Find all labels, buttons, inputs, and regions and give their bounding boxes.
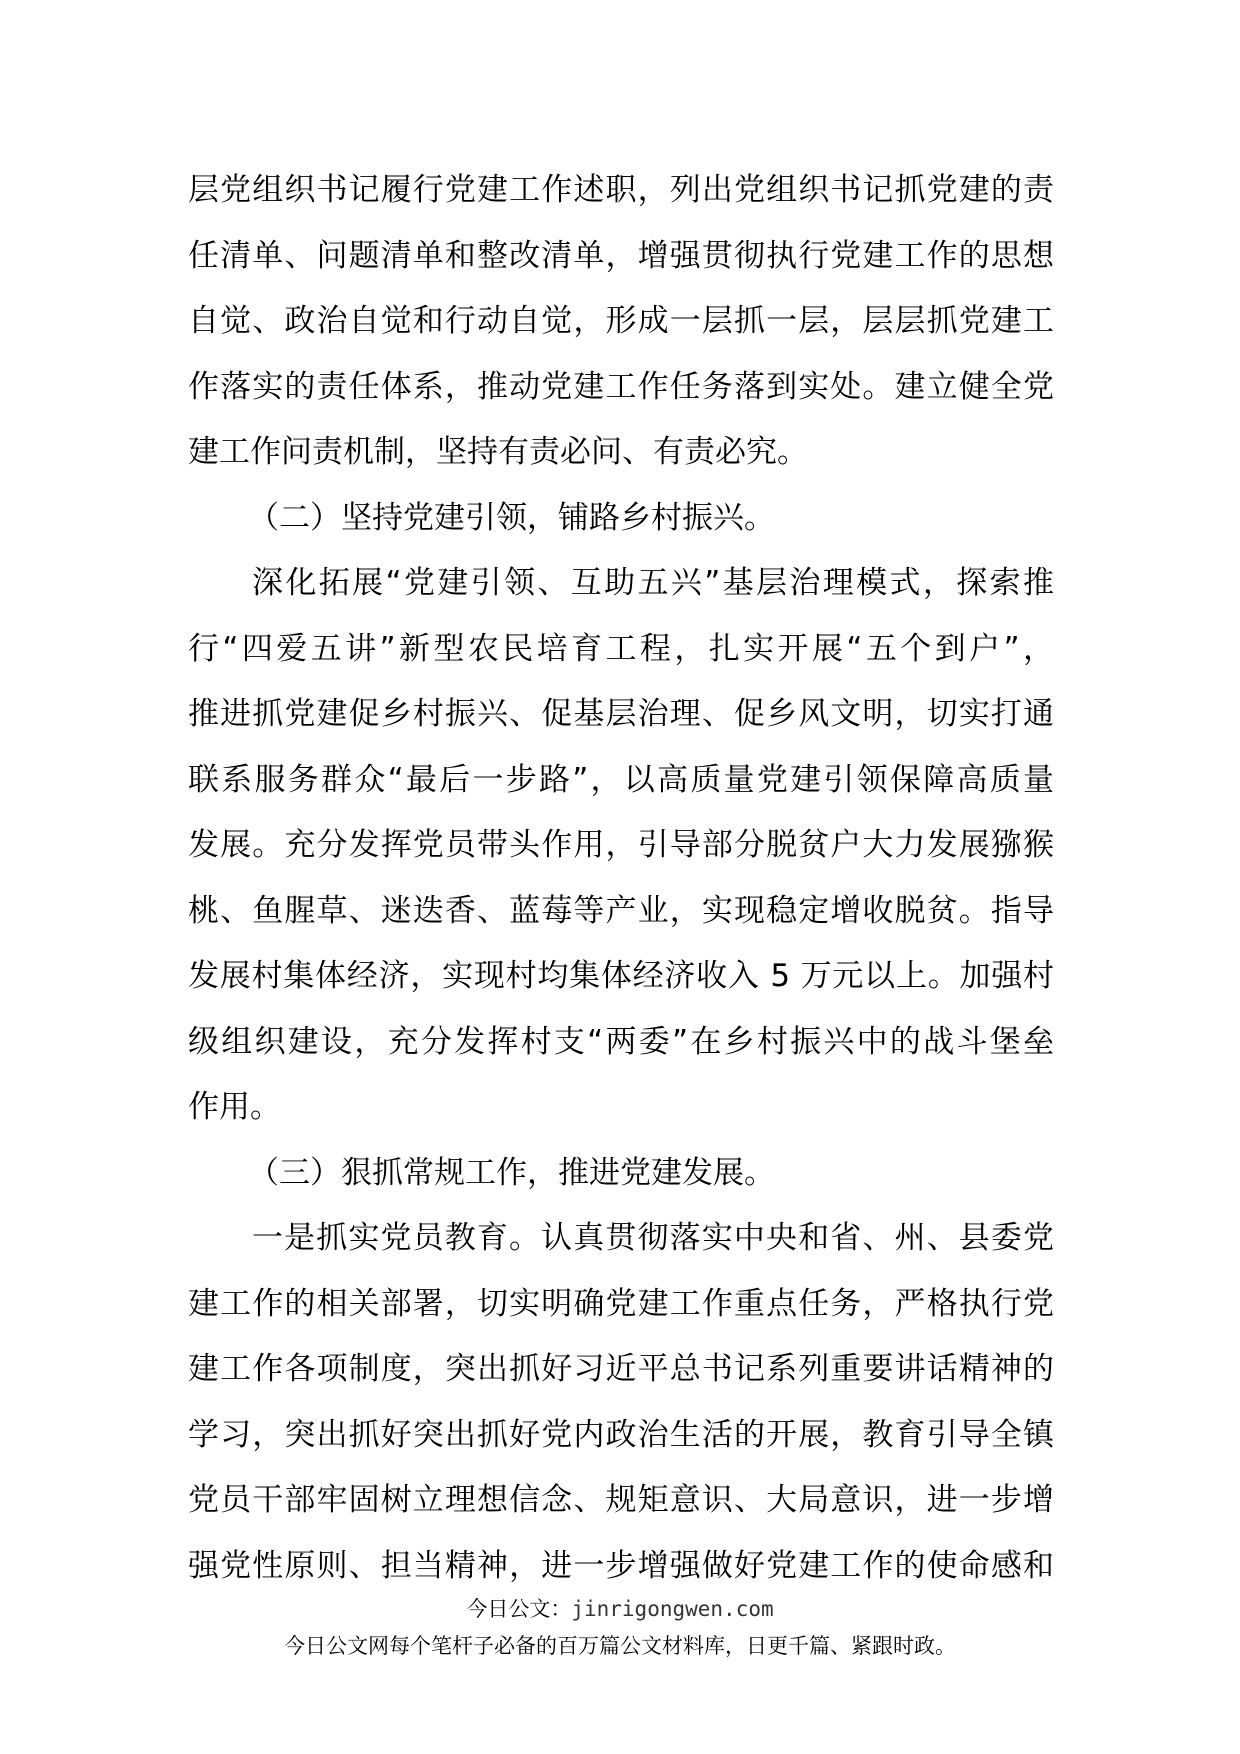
text-line: 作落实的责任体系，推动党建工作任务落到实处。建立健全党: [188, 368, 1054, 405]
text-line: 学习，突出抓好突出抓好党内政治生活的开展，教育引导全镇: [188, 1416, 1054, 1453]
text-line: 联系服务群众“最后一步路”，以高质量党建引领保障高质量: [188, 761, 1054, 798]
text-line: 自觉、政治自觉和行动自觉，形成一层抓一层，层层抓党建工: [188, 303, 1054, 339]
footer-source: [0, 1593, 1240, 1623]
document-body: [188, 158, 1054, 1599]
text-line: 层党组织书记履行党建工作述职，列出党组织书记抓党建的责: [188, 172, 1054, 208]
text-line: 建工作问责机制，坚持有责必问、有责必究。: [188, 434, 808, 470]
text-line: 级组织建设，充分发挥村支“两委”在乡村振兴中的战斗堡垒: [188, 1023, 1054, 1060]
text-line: 建工作的相关部署，切实明确党建工作重点任务，严格执行党: [188, 1285, 1054, 1322]
footer-url-link[interactable]: jinrigongwen.com: [571, 1597, 774, 1621]
text-line: 任清单、问题清单和整改清单，增强贯彻执行党建工作的思想: [188, 237, 1054, 274]
text-line: 党员干部牢固树立理想信念、规矩意识、大局意识，进一步增: [188, 1482, 1054, 1518]
footer-label: 今日公文：: [466, 1597, 572, 1621]
section-heading-3: （三）狠抓常规工作，推进党建发展。: [248, 1154, 775, 1191]
text-line: 作用。: [188, 1089, 281, 1125]
text-line: 强党性原则、担当精神，进一步增强做好党建工作的使命感和: [188, 1547, 1054, 1584]
text-line: 发展。充分发挥党员带头作用，引导部分脱贫户大力发展猕猴: [188, 827, 1054, 863]
text-line: 发展村集体经济，实现村均集体经济收入 5 万元以上。加强村: [188, 958, 1054, 994]
text-line: 深化拓展“党建引领、互助五兴”基层治理模式，探索推: [252, 565, 1054, 601]
section-heading-2: （二）坚持党建引领，铺路乡村振兴。: [248, 499, 775, 536]
text-line: 建工作各项制度，突出抓好习近平总书记系列重要讲话精神的: [188, 1351, 1054, 1387]
text-line: 行“四爱五讲”新型农民培育工程，扎实开展“五个到户”，: [188, 630, 1054, 667]
text-line: 桃、鱼腥草、迷迭香、蓝莓等产业，实现稳定增收脱贫。指导: [188, 892, 1054, 929]
text-line: 推进抓党建促乡村振兴、促基层治理、促乡风文明，切实打通: [188, 696, 1054, 732]
footer-tagline: 今日公文网每个笔杆子必备的百万篇公文材料库，日更千篇、紧跟时政。: [284, 1634, 956, 1658]
text-line: 一是抓实党员教育。认真贯彻落实中央和省、州、县委党: [252, 1220, 1054, 1256]
